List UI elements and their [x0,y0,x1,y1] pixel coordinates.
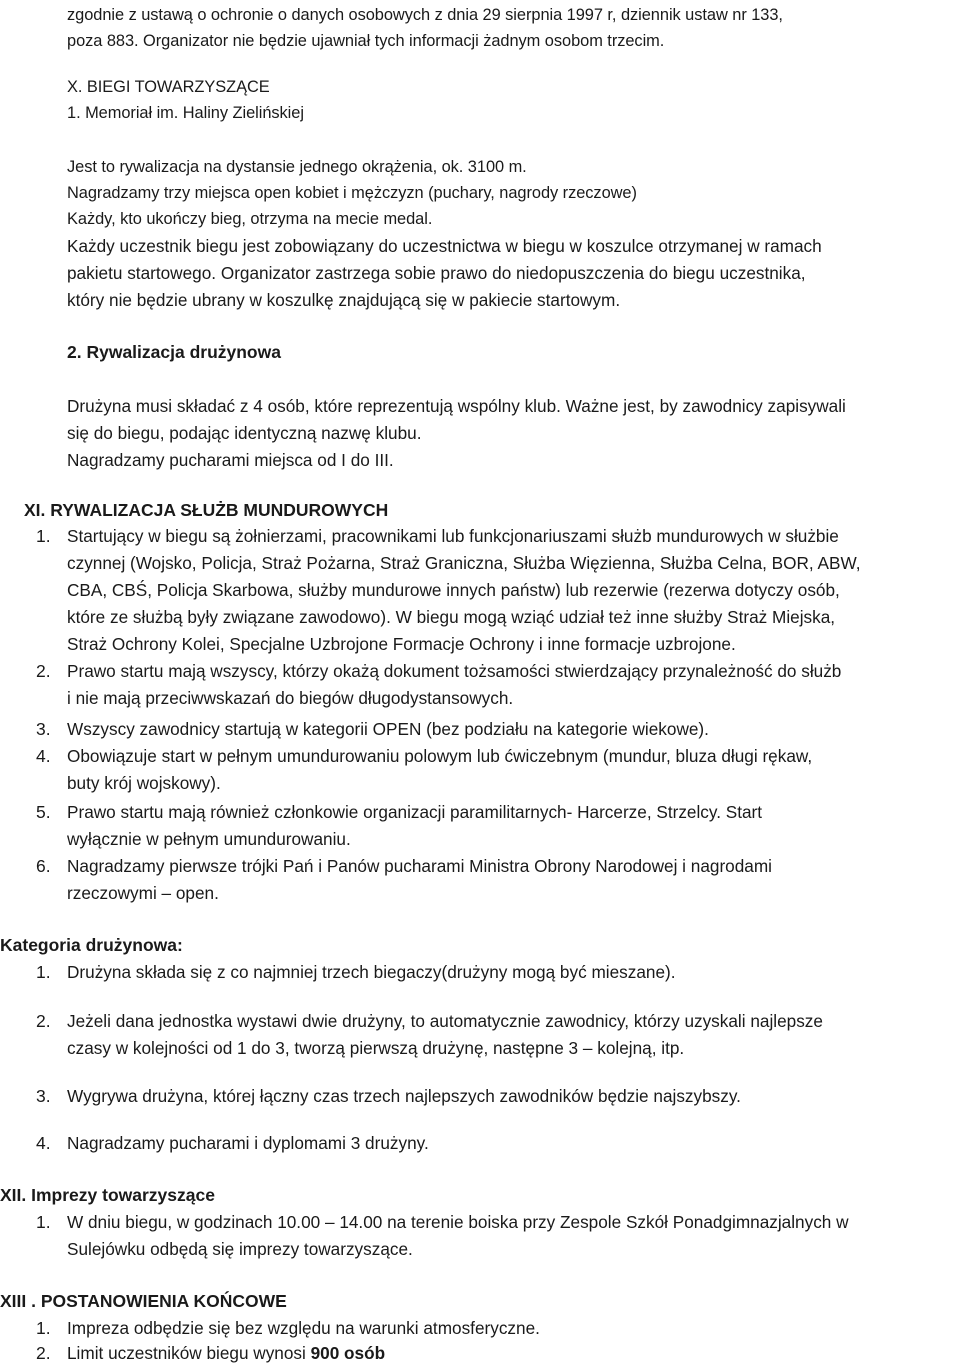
list-number: 3. [36,1086,51,1106]
text-line: czasy w kolejności od 1 do 3, tworzą pierwszą drużynę, następne 3 – kolejną, itp. [67,1038,685,1058]
list-number: 3. [36,719,51,739]
text-span: Limit uczestników biegu wynosi [67,1343,311,1363]
list-number: 2. [36,661,51,681]
list-number: 2. [36,1011,51,1031]
text-line: Prawo startu mają wszyscy, którzy okażą dokument tożsamości stwierdzający przynależność do służb [67,661,842,681]
list-number: 6. [36,856,51,876]
text-line: Sulejówku odbędą się imprezy towarzyszące. [67,1239,413,1259]
text-line: Nagradzamy trzy miejsca open kobiet i mężczyzn (puchary, nagrody rzeczowe) [67,184,637,202]
text-line: rzeczowymi – open. [67,883,219,903]
text-line: Nagradzamy pucharami miejsca od I do III. [67,450,394,470]
text-line: Drużyna składa się z co najmniej trzech biegaczy(drużyny mogą być mieszane). [67,962,676,982]
text-line: Straż Ochrony Kolei, Specjalne Uzbrojone Formacje Ochrony i inne formacje uzbrojone. [67,634,736,654]
text-line: Każdy, kto ukończy bieg, otrzyma na mecie medal. [67,210,433,228]
section-heading: XI. RYWALIZACJA SŁUŻB MUNDUROWYCH [24,500,389,520]
text-line: W dniu biegu, w godzinach 10.00 – 14.00 na terenie boiska przy Zespole Szkół Ponadgimnazjalnych w [67,1212,849,1232]
text-line [67,4,953,26]
text-line: Jest to rywalizacja na dystansie jednego okrążenia, ok. 3100 m. [67,158,527,176]
text-line: Jeżeli dana jednostka wystawi dwie drużyny, to automatycznie zawodnicy, którzy uzyskali najlepsze [67,1011,823,1031]
limit-value: 900 osób [310,1343,386,1363]
text-line: które ze służbą były związane zawodowo). W biegu mogą wziąć udział też inne służby Straż Miejska, [67,607,836,627]
text-line: się do biegu, podając identyczną nazwę klubu. [67,423,422,443]
text-line: który nie będzie ubrany w koszulkę znajdującą się w pakiecie startowym. [67,290,621,310]
section-heading: X. BIEGI TOWARZYSZĄCE [67,78,270,96]
section-heading: XIII . POSTANOWIENIA KOŃCOWE [0,1291,287,1311]
list-number: 5. [36,802,51,822]
list-number: 4. [36,746,51,766]
text-line: i nie mają przeciwwskazań do biegów długodystansowych. [67,688,514,708]
section-heading: XII. Imprezy towarzyszące [0,1185,215,1205]
list-number: 1. [36,962,51,982]
list-number: 1. [36,1318,51,1338]
text-line: Każdy uczestnik biegu jest zobowiązany do uczestnictwa w biegu w koszulce otrzymanej w ramach [67,236,822,256]
text-line: Nagradzamy pierwsze trójki Pań i Panów pucharami Ministra Obrony Narodowej i nagrodami [67,856,772,876]
text-line: Drużyna musi składać z 4 osób, które reprezentują wspólny klub. Ważne jest, by zawodnicy zapisywali [67,396,846,416]
text-line: CBA, CBŚ, Policja Skarbowa, służby mundurowe innych państw) lub rezerwie (rezerwa dotyczy osób, [67,580,840,600]
text-line: Nagradzamy pucharami i dyplomami 3 drużyny. [67,1133,429,1153]
list-number: 1. [36,1212,51,1232]
text-line [67,1342,385,1364]
text-line: wyłącznie w pełnym umundurowaniu. [67,829,351,849]
list-number: 4. [36,1133,51,1153]
text-line: czynnej (Wojsko, Policja, Straż Pożarna, Straż Graniczna, Służba Więzienna, Służba Celna, BOR, ABW, [67,553,861,573]
text-span: zgodnie z ustawą o ochronie o danych osobowych z dnia 29 sierpnia 1997 r, dziennik ustaw nr 133, [67,6,783,24]
section-heading: Kategoria drużynowa: [0,935,183,955]
list-number: 2. [36,1343,51,1363]
list-number: 1. [36,526,51,546]
text-line: Startujący w biegu są żołnierzami, pracownikami lub funkcjonariuszami służb mundurowych w służbie [67,526,839,546]
subsection-heading: 1. Memoriał im. Haliny Zielińskiej [67,104,304,122]
text-line: buty krój wojskowy). [67,773,221,793]
text-line: poza 883. Organizator nie będzie ujawniał tych informacji żadnym osobom trzecim. [67,32,665,50]
text-line: Wszyscy zawodnicy startują w kategorii OPEN (bez podziału na kategorie wiekowe). [67,719,709,739]
text-line: Obowiązuje start w pełnym umundurowaniu polowym lub ćwiczebnym (mundur, bluza długi rękaw, [67,746,813,766]
text-line: pakietu startowego. Organizator zastrzega sobie prawo do niedopuszczenia do biegu uczestnika, [67,263,806,283]
text-line: Prawo startu mają również członkowie organizacji paramilitarnych- Harcerze, Strzelcy. Start [67,802,763,822]
text-line: Impreza odbędzie się bez względu na warunki atmosferyczne. [67,1318,540,1338]
subsection-heading: 2. Rywalizacja drużynowa [67,342,281,362]
text-line: Wygrywa drużyna, której łączny czas trzech najlepszych zawodników będzie najszybszy. [67,1086,741,1106]
